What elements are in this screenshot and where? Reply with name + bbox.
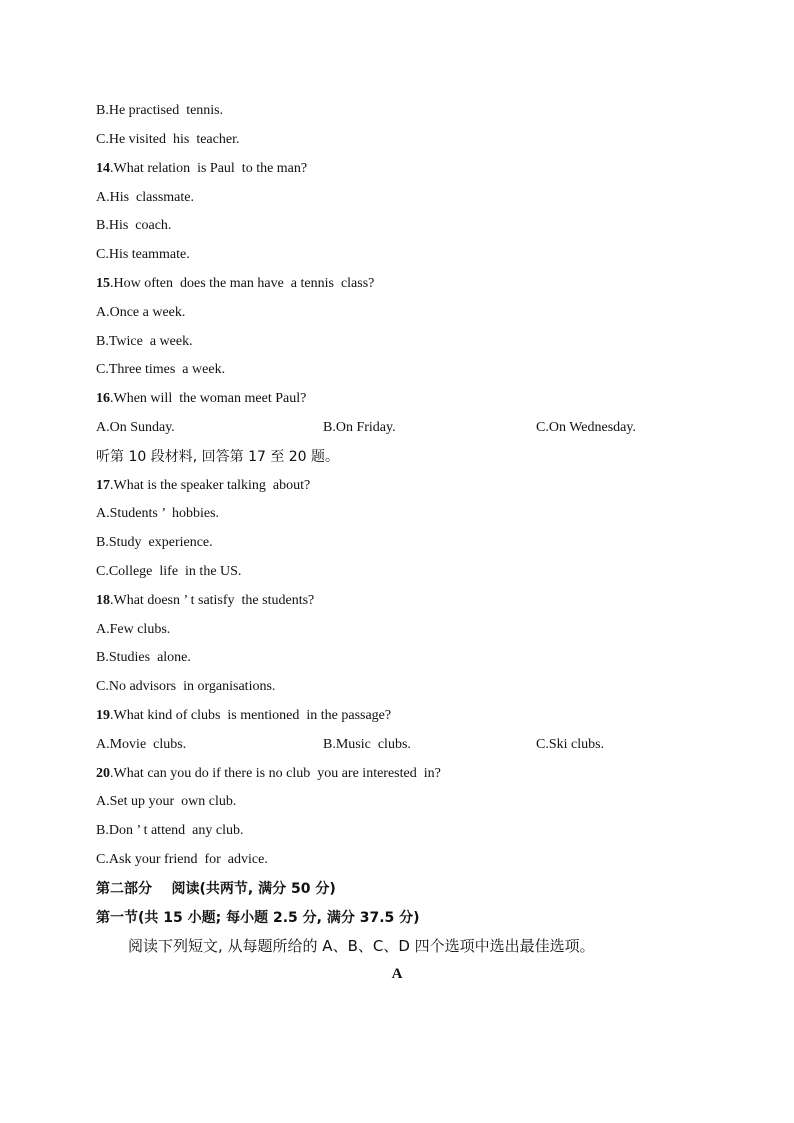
q13-option-b: B.He practised tennis. <box>96 103 224 118</box>
q16-option-a: A.On Sunday. <box>96 420 175 435</box>
q18-option-b: B.Studies alone. <box>96 650 191 665</box>
q15-option-c: C.Three times a week. <box>96 362 226 377</box>
question-text: .What relation is Paul to the man? <box>110 161 308 176</box>
section-10-instruction: 听第 10 段材料, 回答第 17 至 20 题。 <box>96 449 340 465</box>
q20-option-c: C.Ask your friend for advice. <box>96 852 268 867</box>
question-number: 14 <box>96 161 110 176</box>
question-text: .When will the woman meet Paul? <box>110 391 307 406</box>
q14-option-c: C.His teammate. <box>96 247 190 262</box>
question-number: 18 <box>96 593 110 608</box>
question-number: 20 <box>96 766 110 781</box>
q15-option-b: B.Twice a week. <box>96 334 193 349</box>
question-20 <box>96 765 441 783</box>
q14-option-b: B.His coach. <box>96 218 172 233</box>
q18-option-a: A.Few clubs. <box>96 622 171 637</box>
q19-option-a: A.Movie clubs. <box>96 737 187 752</box>
question-15 <box>96 275 374 293</box>
q17-option-b: B.Study experience. <box>96 535 213 550</box>
question-text: .What doesn ’ t satisfy the students? <box>110 593 315 608</box>
question-number: 17 <box>96 478 110 493</box>
reading-instruction: 阅读下列短文, 从每题所给的 A、B、C、D 四个选项中选出最佳选项。 <box>128 937 595 955</box>
q18-option-c: C.No advisors in organisations. <box>96 679 276 694</box>
q20-option-a: A.Set up your own club. <box>96 794 237 809</box>
q15-option-a: A.Once a week. <box>96 305 186 320</box>
question-number: 16 <box>96 391 110 406</box>
q16-option-b: B.On Friday. <box>323 420 396 435</box>
question-19 <box>96 707 391 725</box>
question-14 <box>96 160 307 178</box>
q14-option-a: A.His classmate. <box>96 190 194 205</box>
question-17 <box>96 477 310 495</box>
q13-option-c: C.He visited his teacher. <box>96 132 240 147</box>
question-18 <box>96 592 314 610</box>
question-number: 15 <box>96 276 110 291</box>
question-text: .What is the speaker talking about? <box>110 478 311 493</box>
q16-option-c: C.On Wednesday. <box>536 420 636 435</box>
question-text: .What can you do if there is no club you are interested in? <box>110 766 441 781</box>
q17-option-c: C.College life in the US. <box>96 564 242 579</box>
question-text: .What kind of clubs is mentioned in the passage? <box>110 708 392 723</box>
section-one-heading: 第一节(共 15 小题; 每小题 2.5 分, 满分 37.5 分) <box>96 910 420 926</box>
question-text: .How often does the man have a tennis class? <box>110 276 375 291</box>
question-number: 19 <box>96 708 110 723</box>
q20-option-b: B.Don ’ t attend any club. <box>96 823 244 838</box>
q19-option-b: B.Music clubs. <box>323 737 411 752</box>
question-16 <box>96 390 306 408</box>
q19-option-c: C.Ski clubs. <box>536 737 605 752</box>
part-two-heading: 第二部分 阅读(共两节, 满分 50 分) <box>96 881 336 897</box>
q17-option-a: A.Students ’ hobbies. <box>96 506 220 521</box>
passage-label: A <box>391 966 403 982</box>
